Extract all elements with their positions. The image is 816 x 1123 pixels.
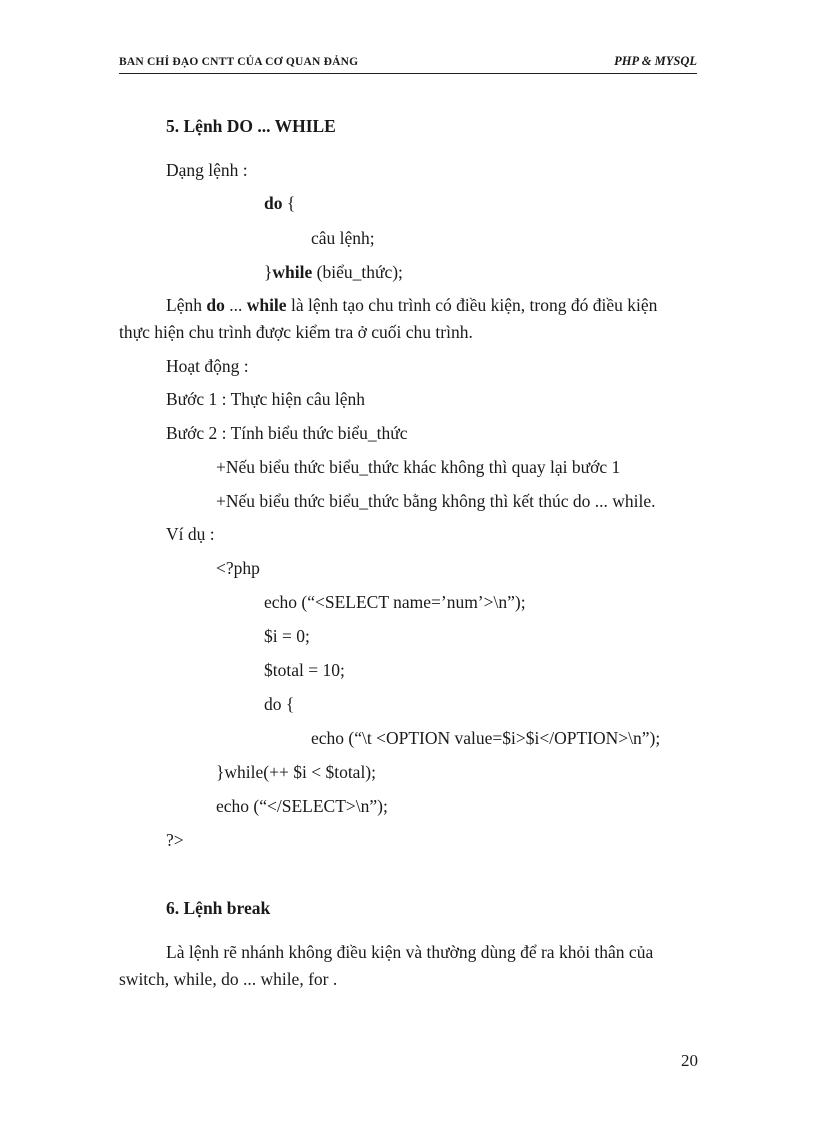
page-header (119, 52, 697, 74)
desc-keyword-do: do (206, 295, 225, 315)
section-6-line-2: switch, while, do ... while, for . (119, 969, 338, 989)
code-line: $total = 10; (264, 660, 345, 680)
syntax-while-line (264, 261, 403, 283)
desc-text-c: là lệnh tạo chu trình có điều kiện, trong đó điều kiện (286, 295, 658, 315)
step-2-case-1: +Nếu biểu thức biểu_thức khác không thì quay lại bước 1 (216, 457, 621, 477)
code-line: }while(++ $i < $total); (216, 762, 376, 782)
desc-keyword-while: while (246, 295, 287, 315)
syntax-do-line (264, 192, 295, 214)
code-line: echo (“\t <OPTION value=$i>$i</OPTION>\n”); (311, 728, 661, 748)
description-line-2: thực hiện chu trình được kiểm tra ở cuối chu trình. (119, 322, 473, 342)
section-6-heading: 6. Lệnh break (166, 898, 271, 918)
desc-text-b: ... (224, 295, 247, 315)
description-line-1 (166, 294, 657, 316)
header-book-title: PHP & MYSQL (614, 54, 697, 68)
keyword-while: while (272, 262, 313, 282)
syntax-close-brace: } (264, 262, 273, 282)
header-org-title: BAN CHỈ ĐẠO CNTT CỦA CƠ QUAN ĐẢNG (119, 56, 359, 68)
code-line: ?> (166, 830, 184, 850)
keyword-do: do (264, 193, 283, 213)
section-5-heading: 5. Lệnh DO ... WHILE (166, 116, 336, 136)
code-line: echo (“</SELECT>\n”); (216, 796, 388, 816)
step-1: Bước 1 : Thực hiện câu lệnh (166, 389, 365, 409)
section-6-line-1: Là lệnh rẽ nhánh không điều kiện và thường dùng để ra khỏi thân của (166, 942, 654, 962)
code-line: do { (264, 694, 295, 714)
code-line: $i = 0; (264, 626, 310, 646)
syntax-condition: (biểu_thức); (312, 262, 403, 282)
syntax-body: câu lệnh; (311, 228, 375, 248)
page-number: 20 (681, 1051, 698, 1070)
operation-label: Hoạt động : (166, 356, 249, 376)
code-line: <?php (216, 558, 260, 578)
syntax-do-brace: { (282, 193, 296, 213)
step-2: Bước 2 : Tính biểu thức biểu_thức (166, 423, 408, 443)
desc-text-a: Lệnh (166, 295, 207, 315)
syntax-label: Dạng lệnh : (166, 160, 248, 180)
example-label: Ví dụ : (166, 524, 215, 544)
code-line: echo (“<SELECT name=’num’>\n”); (264, 592, 526, 612)
step-2-case-2: +Nếu biểu thức biểu_thức bằng không thì kết thúc do ... while. (216, 491, 656, 511)
header-rule (119, 73, 697, 74)
